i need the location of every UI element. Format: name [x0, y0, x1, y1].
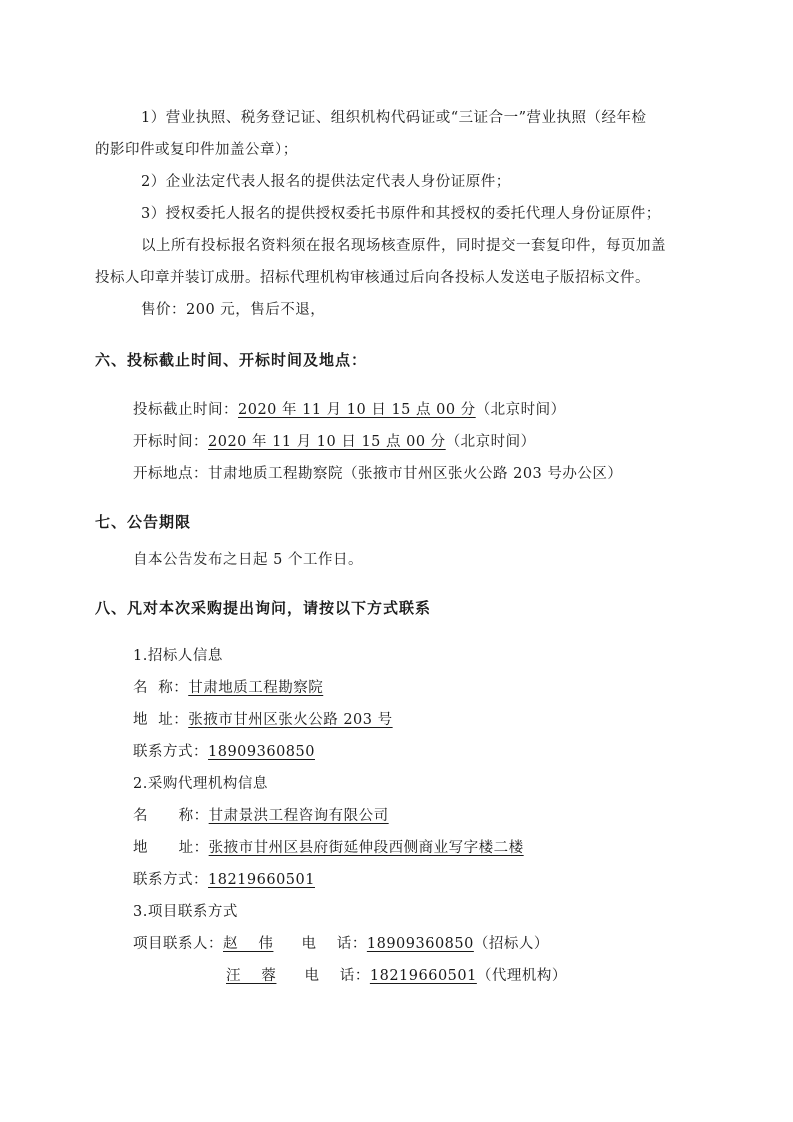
tenderer-address-label: 地 址：	[133, 712, 189, 728]
section-7-title: 七、公告期限	[95, 513, 192, 531]
agency-phone-line	[133, 870, 315, 890]
section-6-title: 六、投标截止时间、开标时间及地点：	[95, 351, 368, 369]
tel-label-1: 电 话：	[301, 936, 367, 952]
deadline-suffix: （北京时间）	[475, 402, 566, 418]
project-contact-label: 项目联系人：	[133, 936, 223, 952]
tenderer-address-line	[133, 710, 393, 730]
agency-name-label: 名 称：	[133, 808, 209, 824]
contact-phone-1: 18909360850	[366, 936, 474, 952]
project-contact-heading: 3.项目联系方式	[133, 904, 238, 920]
tenderer-heading: 1.招标人信息	[133, 648, 223, 664]
tenderer-address: 张掖市甘州区张火公路 203 号	[188, 712, 393, 728]
tenderer-phone-line	[133, 742, 315, 762]
tenderer-name-label: 名 称：	[133, 680, 189, 696]
contact-phone-2: 18219660501	[369, 968, 477, 984]
requirement-note-cont: 投标人印章并装订成册。招标代理机构审核通过后向各投标人发送电子版招标文件。	[95, 270, 650, 286]
contact-person-1: 赵 伟	[223, 936, 274, 952]
tenderer-name: 甘肃地质工程勘察院	[188, 680, 324, 696]
tel-label-2: 电 话：	[304, 968, 370, 984]
requirement-item-1: 1）营业执照、税务登记证、组织机构代码证或“三证合一”营业执照（经年检	[141, 110, 647, 126]
opening-place: 开标地点：甘肃地质工程勘察院（张掖市甘州区张火公路 203 号办公区）	[133, 466, 623, 482]
contact-person-2: 汪 蓉	[226, 968, 277, 984]
agency-name: 甘肃景洪工程咨询有限公司	[208, 808, 389, 824]
contact-role-1: （招标人）	[473, 936, 549, 952]
agency-address-label: 地 址：	[133, 840, 209, 856]
agency-address: 张掖市甘州区县府街延伸段西侧商业写字楼二楼	[208, 840, 524, 856]
requirement-item-2: 2）企业法定代表人报名的提供法定代表人身份证原件；	[141, 174, 511, 190]
agency-phone: 18219660501	[208, 872, 315, 888]
tenderer-phone-label: 联系方式：	[133, 744, 208, 760]
deadline-line	[133, 400, 566, 420]
requirement-item-1-cont: 的影印件或复印件加盖公章）；	[95, 142, 298, 158]
opening-time-suffix: （北京时间）	[445, 434, 536, 450]
project-contact-line-1	[133, 934, 549, 954]
section-8-title: 八、凡对本次采购提出询问，请按以下方式联系	[95, 599, 432, 617]
announcement-period: 自本公告发布之日起 5 个工作日。	[133, 552, 363, 568]
requirement-item-3: 3）授权委托人报名的提供授权委托书原件和其授权的委托代理人身份证原件；	[141, 206, 661, 222]
opening-time-value: 2020 年 11 月 10 日 15 点 00 分	[208, 434, 446, 450]
agency-address-line	[133, 838, 524, 858]
price-text: 售价：200 元，售后不退，	[141, 302, 326, 318]
agency-heading: 2.采购代理机构信息	[133, 776, 268, 792]
deadline-label: 投标截止时间：	[133, 402, 238, 418]
opening-time-line	[133, 432, 536, 452]
tenderer-phone: 18909360850	[208, 744, 315, 760]
opening-time-label: 开标时间：	[133, 434, 208, 450]
agency-name-line	[133, 806, 389, 826]
contact-role-2: （代理机构）	[476, 968, 567, 984]
deadline-value: 2020 年 11 月 10 日 15 点 00 分	[238, 402, 476, 418]
agency-phone-label: 联系方式：	[133, 872, 208, 888]
project-contact-line-2	[226, 966, 567, 986]
requirement-note: 以上所有投标报名资料须在报名现场核查原件，同时提交一套复印件，每页加盖	[141, 238, 666, 254]
tenderer-name-line	[133, 678, 323, 698]
